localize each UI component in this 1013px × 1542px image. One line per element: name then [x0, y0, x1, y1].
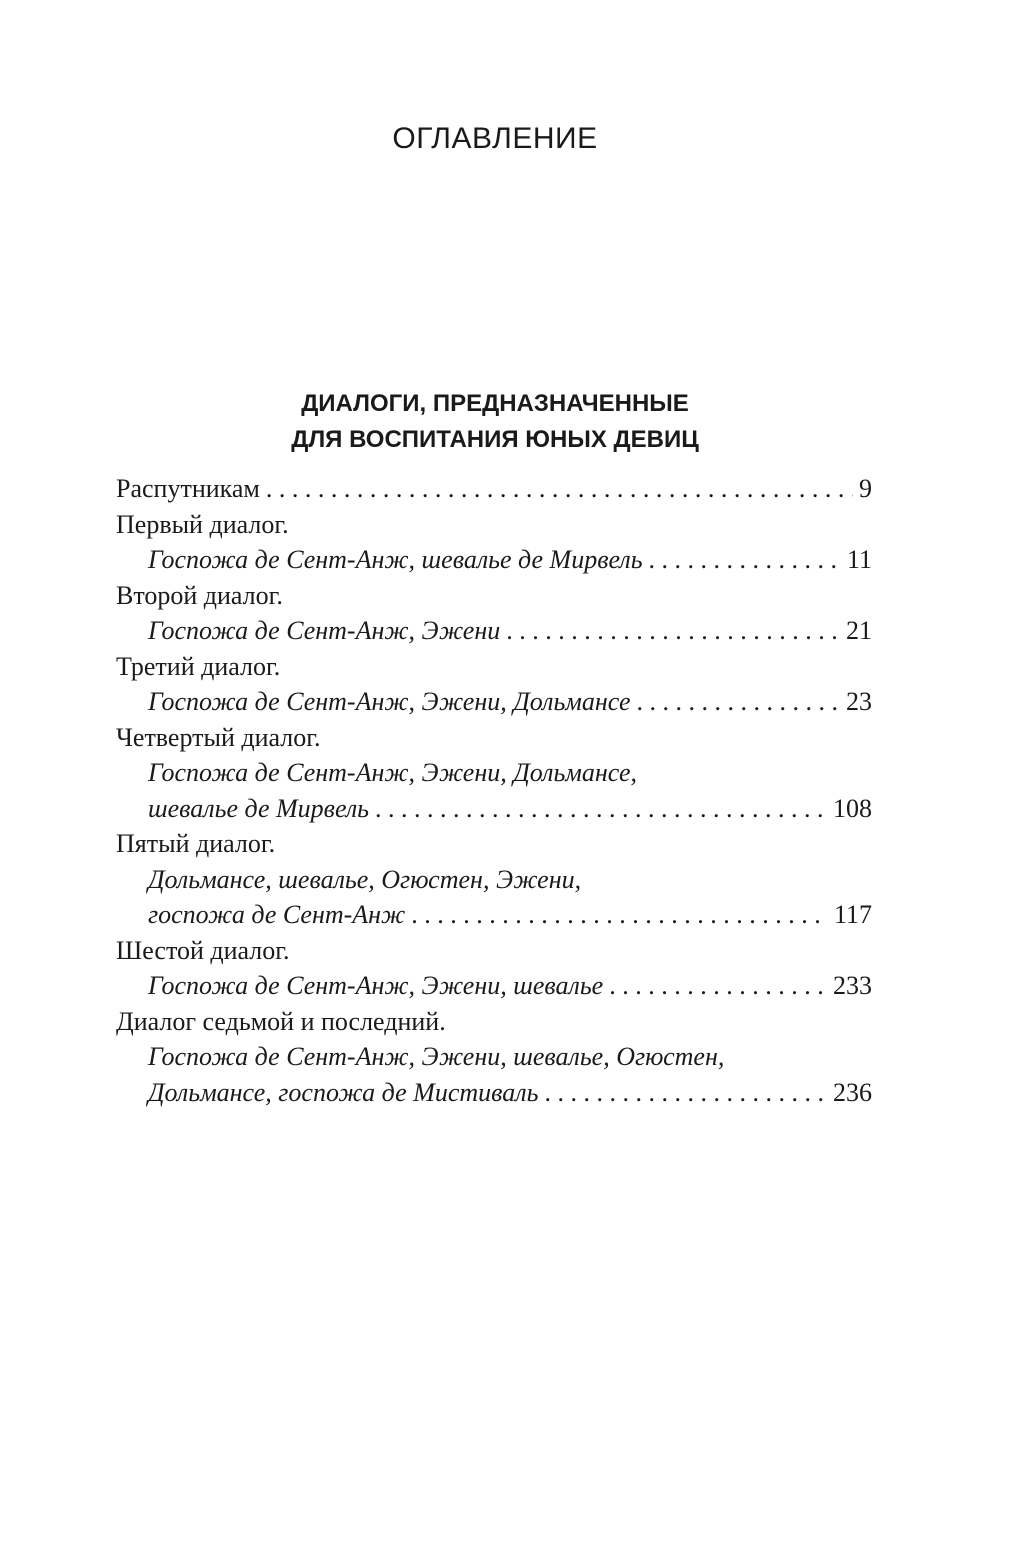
entry-title: Третий диалог.: [116, 651, 281, 681]
dot-leader: [544, 1075, 827, 1111]
entry-title: Шестой диалог.: [116, 935, 290, 965]
toc-line: [116, 791, 872, 827]
toc-entry-dialogue-1[interactable]: [116, 507, 872, 578]
toc-line: [116, 649, 872, 685]
section-heading-line-2: ДЛЯ ВОСПИТАНИЯ ЮНЫХ ДЕВИЦ: [291, 426, 699, 453]
dot-leader: [266, 471, 853, 507]
toc-entry-dedication[interactable]: [116, 471, 872, 507]
entry-title: Первый диалог.: [116, 509, 289, 539]
toc-line: [116, 897, 872, 933]
entry-title: Второй диалог.: [116, 580, 283, 610]
toc-entry-dialogue-2[interactable]: [116, 578, 872, 649]
table-of-contents: [116, 471, 872, 1110]
page-number: 11: [846, 545, 872, 574]
dot-leader: [411, 897, 828, 933]
page-number: 23: [846, 687, 872, 716]
entry-characters: Госпожа де Сент-Анж, Эжени, шевалье, Огюстен,: [148, 1042, 725, 1071]
entry-title: Пятый диалог.: [116, 829, 276, 858]
dot-leader: [649, 542, 841, 578]
toc-line: [116, 542, 872, 578]
entry-characters: шевалье де Мирвель: [148, 793, 369, 823]
toc-line: [116, 1004, 872, 1040]
entry-title: Диалог седьмой и последний.: [116, 1006, 446, 1036]
page-number: 233: [833, 971, 872, 1000]
toc-line: [116, 826, 872, 862]
entry-characters: госпожа де Сент-Анж: [148, 900, 406, 929]
page-number: 9: [859, 474, 872, 503]
toc-line: [116, 578, 872, 614]
entry-characters: Госпожа де Сент-Анж, Эжени: [148, 616, 501, 645]
toc-line: [116, 613, 872, 649]
entry-title: Четвертый диалог.: [116, 722, 321, 752]
toc-line: [116, 755, 872, 791]
page-title: ОГЛАВЛЕНИЕ: [392, 122, 598, 155]
entry-characters: Дольмансе, шевалье, Огюстен, Эжени,: [148, 864, 582, 894]
section-heading: [0, 386, 990, 458]
entry-characters: Госпожа де Сент-Анж, Эжени, Дольмансе: [148, 687, 631, 716]
section-heading-line-1: ДИАЛОГИ, ПРЕДНАЗНАЧЕННЫЕ: [301, 390, 689, 417]
page-number: 117: [833, 900, 872, 929]
dot-leader: [506, 613, 840, 649]
entry-characters: Дольмансе, госпожа де Мистиваль: [148, 1077, 539, 1107]
dot-leader: [637, 684, 840, 720]
entry-characters: Госпожа де Сент-Анж, Эжени, Дольмансе,: [148, 758, 638, 787]
page-number: 108: [833, 793, 872, 823]
toc-line: [116, 507, 872, 543]
toc-entry-dialogue-5[interactable]: [116, 826, 872, 933]
dot-leader: [375, 791, 827, 827]
page-number: 236: [833, 1077, 872, 1107]
page-number: 21: [846, 616, 872, 645]
toc-line: [116, 720, 872, 756]
toc-line: [116, 933, 872, 969]
toc-line: [116, 1039, 872, 1075]
entry-characters: Госпожа де Сент-Анж, Эжени, шевалье: [148, 971, 604, 1000]
toc-entry-dialogue-3[interactable]: [116, 649, 872, 720]
entry-characters: Госпожа де Сент-Анж, шевалье де Мирвель: [148, 545, 643, 574]
toc-entry-dialogue-6[interactable]: [116, 933, 872, 1004]
dot-leader: [609, 968, 827, 1004]
toc-line: [116, 968, 872, 1004]
toc-entry-dialogue-4[interactable]: [116, 720, 872, 827]
toc-line: [116, 471, 872, 507]
toc-line: [116, 1075, 872, 1111]
toc-line: [116, 862, 872, 898]
entry-title: Распутникам: [116, 474, 260, 503]
toc-entry-dialogue-7[interactable]: [116, 1004, 872, 1111]
toc-line: [116, 684, 872, 720]
